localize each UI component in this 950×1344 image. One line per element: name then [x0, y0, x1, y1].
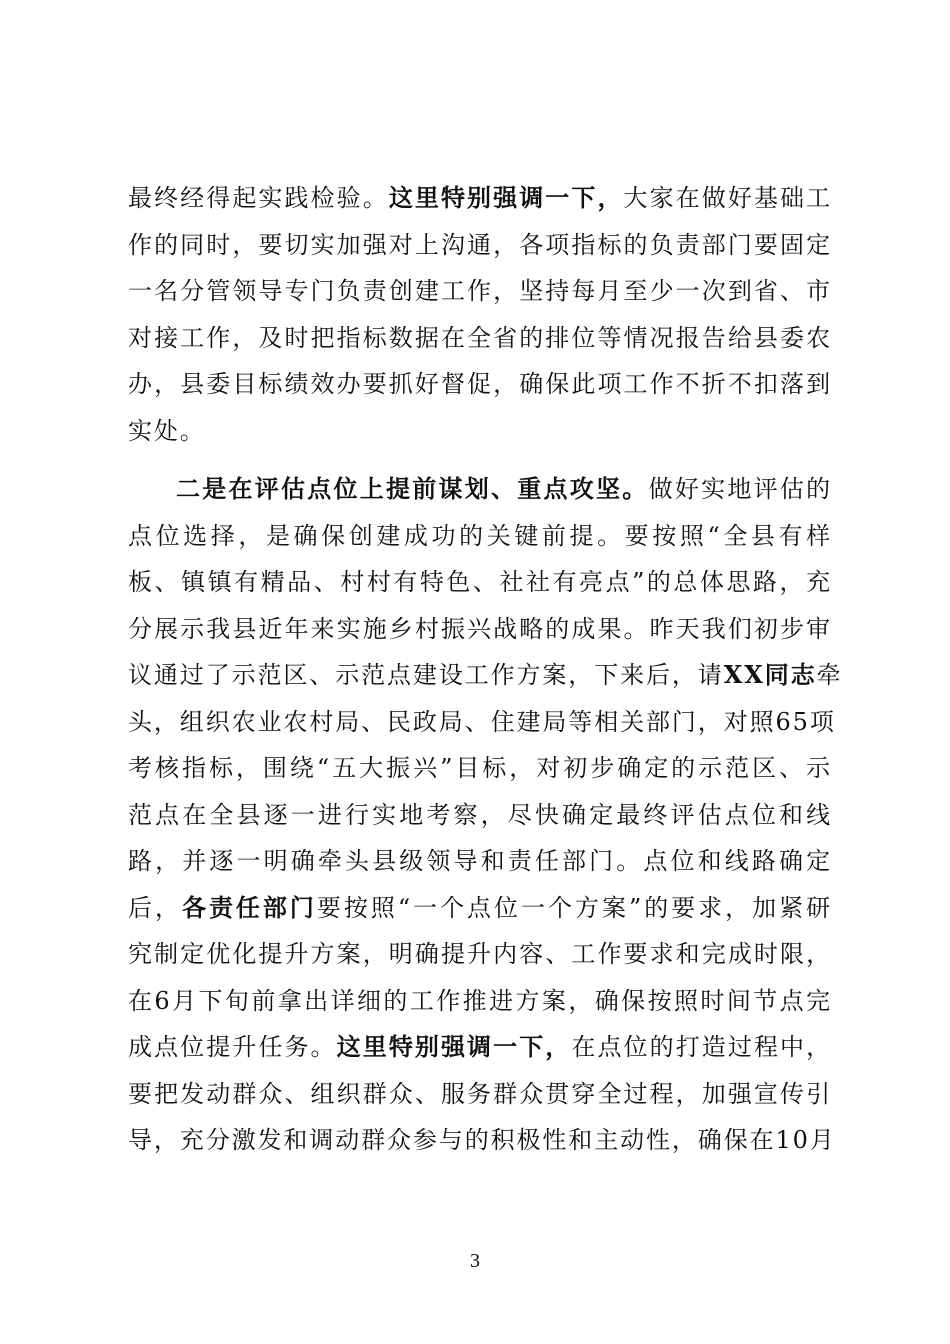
text-span: 大家在做好基础工 — [623, 184, 833, 212]
text-line — [128, 885, 832, 932]
text-line: 范点在全县逐一进行实地考察，尽快确定最终评估点位和线 — [128, 800, 832, 829]
text-span: 最终经得起实践检验。 — [128, 184, 389, 212]
text-span: 成点位提升任务。 — [128, 1033, 337, 1061]
emphasis-text: 这里特别强调一下， — [336, 1032, 572, 1061]
text-line: 点位选择，是确保创建成功的关键前提。要按照“全县有样 — [128, 521, 832, 550]
text-line: 要把发动群众、组织群众、服务群众贯穿全过程，加强宣传引 — [128, 1079, 832, 1108]
section-heading: 二是在评估点位上提前谋划、重点攻坚。 — [176, 474, 649, 503]
emphasis-text: 各责任部门 — [181, 892, 317, 922]
text-line: 对接工作，及时把指标数据在全省的排位等情况报告给县委农 — [128, 323, 832, 352]
text-line: 头，组织农业农村局、民政局、住建局等相关部门，对照65项 — [128, 707, 836, 736]
text-span: 在点位的打造过程中， — [571, 1033, 833, 1061]
emphasis-text: 这里特别强调一下， — [388, 183, 624, 212]
text-line: 作的同时，要切实加强对上沟通，各项指标的负责部门要固定 — [128, 230, 832, 259]
text-line: 考核指标，围绕“五大振兴”目标，对初步确定的示范区、示 — [128, 754, 832, 782]
text-span: 后， — [128, 893, 182, 922]
text-line: 究制定优化提升方案，明确提升内容、工作要求和完成时限， — [128, 940, 832, 968]
text-line — [128, 652, 843, 699]
text-span: 议通过了示范区、示范点建设工作方案，下来后，请 — [128, 661, 724, 689]
text-line — [128, 1024, 832, 1071]
body-text — [128, 175, 843, 1164]
paragraph-gap — [128, 454, 832, 466]
emphasis-text: XX同志 — [723, 660, 817, 689]
text-line — [128, 175, 832, 222]
text-line: 实处。 — [128, 416, 206, 445]
text-line: 在6月下旬前拿出详细的工作推进方案，确保按照时间节点完 — [128, 986, 832, 1015]
page-number: 3 — [470, 1250, 480, 1272]
text-line: 分展示我县近年来实施乡村振兴战略的成果。昨天我们初步审 — [128, 614, 832, 643]
text-span: 牵 — [816, 661, 843, 689]
text-span: 做好实地评估的 — [648, 475, 832, 503]
text-line: 路，并逐一明确牵头县级领导和责任部门。点位和线路确定 — [128, 847, 832, 875]
text-span: 要按照“一个点位一个方案”的要求，加紧研 — [316, 893, 832, 922]
text-line — [128, 466, 832, 513]
text-line: 板、镇镇有精品、村村有特色、社社有亮点”的总体思路，充 — [128, 568, 832, 596]
text-line: 办，县委目标绩效办要抓好督促，确保此项工作不折不扣落到 — [128, 370, 832, 398]
text-line: 导，充分激发和调动群众参与的积极性和主动性，确保在10月 — [128, 1126, 836, 1154]
text-line: 一名分管领导专门负责创建工作，坚持每月至少一次到省、市 — [128, 277, 832, 305]
